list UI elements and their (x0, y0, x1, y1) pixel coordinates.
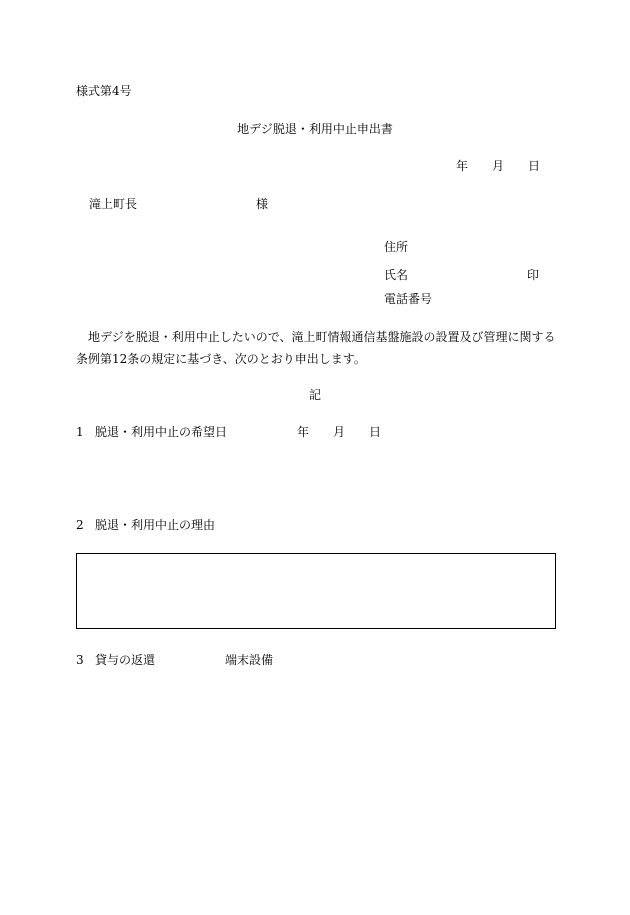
item-label: 貸与の返還 (95, 653, 156, 667)
body-paragraph: 地デジを脱退・利用中止したいので、滝上町情報通信基盤施設の設置及び管理に関する条例第12条の規定に基づき、次のとおり申出します。 (76, 330, 556, 366)
seal-mark: 印 (527, 268, 540, 282)
address-label: 住所 (384, 240, 409, 254)
item-date-year: 年 (297, 425, 310, 439)
item-number: 1 (76, 425, 84, 439)
document-title: 地デジ脱退・利用中止申出書 (237, 122, 393, 136)
item-number: 3 (76, 653, 84, 667)
phone-label: 電話番号 (384, 292, 433, 306)
reason-box[interactable] (76, 553, 556, 629)
item-value: 端末設備 (225, 653, 274, 667)
date-year: 年 (456, 159, 469, 173)
addressee-name: 滝上町長 (89, 197, 138, 211)
date-day: 日 (528, 159, 541, 173)
item-label: 脱退・利用中止の理由 (95, 518, 216, 532)
ki-heading: 記 (308, 388, 321, 402)
form-number: 様式第4号 (76, 84, 132, 98)
date-month: 月 (492, 159, 505, 173)
addressee-honorific: 様 (256, 197, 269, 211)
item-label: 脱退・利用中止の希望日 (95, 425, 228, 439)
name-label: 氏名 (384, 268, 409, 282)
item-date-month: 月 (333, 425, 346, 439)
item-date-day: 日 (369, 425, 382, 439)
item-number: 2 (76, 518, 84, 532)
